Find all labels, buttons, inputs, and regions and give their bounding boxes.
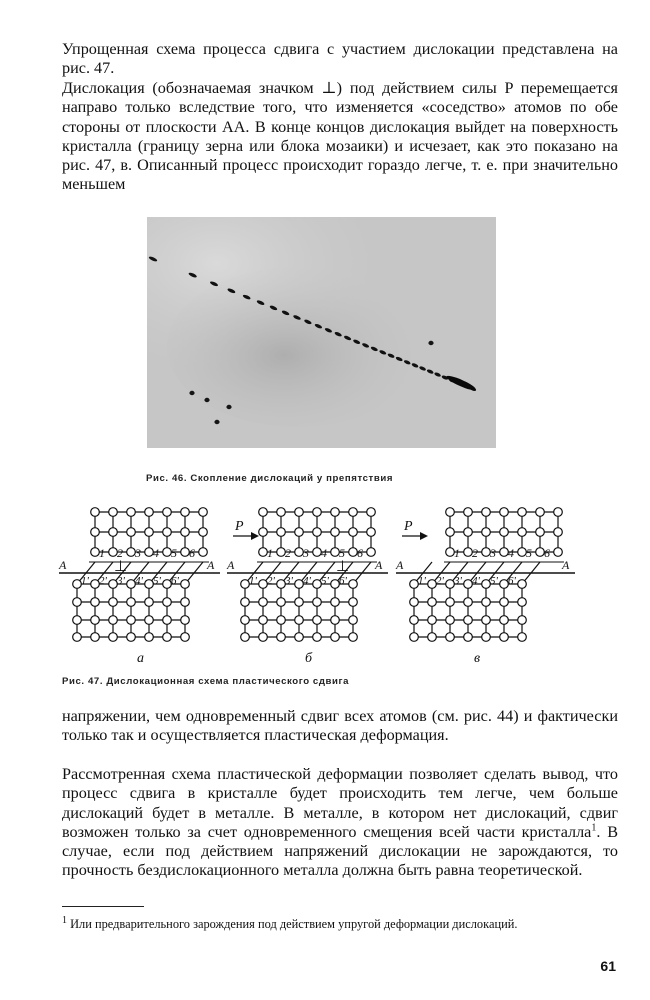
lattice-atom	[313, 528, 322, 537]
lattice-atom	[163, 580, 172, 589]
paragraph-conclusion	[62, 765, 618, 881]
lattice-atom	[181, 508, 190, 517]
lattice-atom	[259, 580, 268, 589]
dislocation-symbol: ⊥	[114, 559, 128, 575]
lattice-atom	[277, 633, 286, 642]
lattice-atom	[446, 508, 455, 517]
atom-label-bottom: 1'	[418, 575, 426, 587]
lattice-atom	[518, 508, 527, 517]
lattice-atom	[446, 580, 455, 589]
lattice-atom	[464, 548, 473, 557]
lattice-atom	[109, 508, 118, 517]
lattice-atom	[127, 633, 136, 642]
lattice-atom	[410, 616, 419, 625]
lattice-atom	[259, 548, 268, 557]
lattice-atom	[181, 548, 190, 557]
atom-label-top: 1	[267, 546, 273, 560]
atom-label-bottom: 1'	[81, 575, 89, 587]
lattice-atom	[410, 633, 419, 642]
lattice-atom	[199, 548, 208, 557]
force-arrow	[420, 532, 428, 540]
lattice-atom	[127, 598, 136, 607]
force-label: P	[404, 519, 413, 534]
atom-label-top: 6	[357, 546, 363, 560]
lattice-atom	[181, 528, 190, 537]
lattice-atom	[313, 633, 322, 642]
lattice-atom	[446, 528, 455, 537]
lattice-atom	[446, 548, 455, 557]
atom-label-top: 1	[99, 546, 105, 560]
lattice-atom	[109, 548, 118, 557]
lattice-atom	[313, 548, 322, 557]
atom-label-bottom: 1'	[249, 575, 257, 587]
lattice-atom	[464, 633, 473, 642]
lattice-atom	[259, 528, 268, 537]
lattice-atom	[500, 598, 509, 607]
lattice-atom	[259, 508, 268, 517]
lattice-atom	[464, 616, 473, 625]
lattice-atom	[500, 508, 509, 517]
figure-47-caption: Рис. 47. Дислокационная схема пластического сдвига	[62, 676, 350, 687]
lattice-atom	[428, 616, 437, 625]
footnote-text: Или предварительного зарождения под действием упругой деформации дислокаций.	[67, 917, 518, 931]
paragraph-intro: Упрощенная схема процесса сдвига с участием дислокации представлена на рис. 47.	[62, 40, 618, 78]
lattice-atom	[482, 548, 491, 557]
lattice-atom	[259, 633, 268, 642]
lattice-atom	[109, 580, 118, 589]
lattice-atom	[349, 616, 358, 625]
lattice-atom	[331, 528, 340, 537]
lattice-atom	[428, 598, 437, 607]
lattice-atom	[536, 548, 545, 557]
lattice-atom	[482, 616, 491, 625]
lattice-atom	[127, 580, 136, 589]
lattice-atom	[331, 633, 340, 642]
plane-label: A	[227, 558, 235, 572]
atom-label-bottom: 6'	[508, 575, 516, 587]
panel-label: в	[474, 651, 481, 666]
footnote	[62, 914, 618, 932]
lattice-atom	[277, 616, 286, 625]
atom-label-top: 5	[339, 546, 345, 560]
figure-46-photo	[147, 217, 496, 448]
atom-label-bottom: 5'	[321, 575, 329, 587]
lattice-atom	[500, 580, 509, 589]
lattice-atom	[181, 598, 190, 607]
lattice-atom	[349, 633, 358, 642]
atom-label-bottom: 5'	[153, 575, 161, 587]
lattice-atom	[145, 548, 154, 557]
lattice-atom	[295, 580, 304, 589]
atom-label-top: 5	[526, 546, 532, 560]
lattice-atom	[145, 528, 154, 537]
panel-label: а	[137, 651, 144, 666]
atom-label-top: 3	[135, 546, 141, 560]
lattice-atom	[464, 508, 473, 517]
figure-47-diagram	[0, 500, 650, 670]
atom-label-top: 4	[153, 546, 159, 560]
lattice-atom	[145, 508, 154, 517]
atom-label-bottom: 3'	[117, 575, 125, 587]
atom-label-bottom: 5'	[490, 575, 498, 587]
plane-label: A	[207, 558, 215, 572]
lattice-atom	[446, 616, 455, 625]
lattice-atom	[428, 580, 437, 589]
lattice-atom	[73, 616, 82, 625]
lattice-atom	[295, 548, 304, 557]
lattice-atom	[554, 528, 563, 537]
footnote-mark: 1	[62, 914, 67, 926]
lattice-atom	[367, 548, 376, 557]
lattice-atom	[464, 580, 473, 589]
lattice-atom	[73, 633, 82, 642]
lattice-atom	[536, 528, 545, 537]
lattice-atom	[241, 616, 250, 625]
lattice-atom	[313, 508, 322, 517]
lattice-atom	[127, 528, 136, 537]
lattice-atom	[91, 528, 100, 537]
lattice-atom	[145, 598, 154, 607]
lattice-atom	[500, 528, 509, 537]
page-number: 61	[600, 958, 616, 974]
lattice-atom	[109, 528, 118, 537]
atom-label-bottom: 6'	[339, 575, 347, 587]
plane-label: A	[375, 558, 383, 572]
etch-pit	[204, 398, 209, 402]
atom-label-bottom: 6'	[171, 575, 179, 587]
lattice-atom	[331, 598, 340, 607]
lattice-atom	[295, 598, 304, 607]
lattice-atom	[464, 528, 473, 537]
etch-pit	[428, 341, 433, 345]
lattice-atom	[482, 580, 491, 589]
plane-label: A	[562, 558, 570, 572]
lattice-atom	[259, 598, 268, 607]
force-arrow	[251, 532, 259, 540]
lattice-atom	[241, 633, 250, 642]
dislocation-pileup-image	[147, 217, 496, 448]
atom-label-bottom: 3'	[454, 575, 462, 587]
lattice-atom	[91, 580, 100, 589]
etch-pit	[189, 391, 194, 395]
footnote-divider	[62, 906, 144, 907]
lattice-atom	[349, 548, 358, 557]
atom-label-bottom: 4'	[472, 575, 480, 587]
footnote-reference[interactable]: 1	[591, 822, 597, 834]
atom-label-top: 2	[117, 546, 123, 560]
atom-label-bottom: 2'	[267, 575, 275, 587]
lattice-atom	[518, 598, 527, 607]
lattice-atom	[367, 508, 376, 517]
lattice-atom	[163, 598, 172, 607]
atom-label-top: 5	[171, 546, 177, 560]
lattice-atom	[127, 616, 136, 625]
lattice-atom	[91, 548, 100, 557]
lattice-atom	[109, 616, 118, 625]
figure-46-caption: Рис. 46. Скопление дислокаций у препятствия	[146, 473, 394, 484]
lattice-atom	[145, 633, 154, 642]
lattice-atom	[349, 580, 358, 589]
lattice-atom	[295, 508, 304, 517]
lattice-atom	[163, 508, 172, 517]
lattice-atom	[91, 616, 100, 625]
plane-label: A	[396, 558, 404, 572]
lattice-atom	[91, 633, 100, 642]
lattice-atom	[331, 616, 340, 625]
lattice-atom	[295, 633, 304, 642]
lattice-atom	[446, 598, 455, 607]
lattice-atom	[500, 548, 509, 557]
lattice-atom	[295, 528, 304, 537]
atom-label-top: 2	[285, 546, 291, 560]
lattice-atom	[199, 508, 208, 517]
lattice-atom	[536, 508, 545, 517]
lattice-atom	[277, 548, 286, 557]
paragraph-dislocation-motion: Дислокация (обозначаемая значком ⊥) под действием силы P перемещается направо только вследствие того, что изменяется «соседство» атомов по обе стороны от плоскости AA. В конце концов дислокация выйдет на поверхность кристалла (границу зерна или блока мозаики) и исчезает, как это показано на рис. 47, в. Описанный процесс происходит гораздо легче, т. е. при значительно меньшем	[62, 79, 618, 194]
lattice-atom	[145, 580, 154, 589]
lattice-atom	[163, 548, 172, 557]
atom-label-bottom: 3'	[285, 575, 293, 587]
atom-label-top: 4	[321, 546, 327, 560]
lattice-atom	[482, 508, 491, 517]
atom-label-bottom: 4'	[303, 575, 311, 587]
lattice-atom	[109, 633, 118, 642]
paragraph-stress: напряжении, чем одновременный сдвиг всех атомов (см. рис. 44) и фактически только так и осуществляется пластическая деформация.	[62, 707, 618, 745]
lattice-atom	[163, 633, 172, 642]
lattice-atom	[277, 508, 286, 517]
atom-label-top: 6	[544, 546, 550, 560]
lattice-atom	[331, 580, 340, 589]
lattice-atom	[73, 580, 82, 589]
etch-pit	[226, 405, 231, 409]
lattice-atom	[482, 528, 491, 537]
lattice-atom	[518, 616, 527, 625]
atom-label-bottom: 4'	[135, 575, 143, 587]
lattice-atom	[410, 580, 419, 589]
lattice-atom	[464, 598, 473, 607]
lattice-atom	[428, 633, 437, 642]
lattice-atom	[145, 616, 154, 625]
lattice-atom	[241, 598, 250, 607]
lattice-atom	[313, 616, 322, 625]
atom-label-bottom: 2'	[99, 575, 107, 587]
lattice-atom	[518, 528, 527, 537]
conclusion-tail: . В случае, если под действием напряжений дислокации не зарождаются, то прочность бездислокационного металла должна быть равна теоретической.	[62, 822, 618, 880]
etch-pit	[214, 420, 219, 424]
atom-label-top: 6	[189, 546, 195, 560]
lattice-atom	[331, 548, 340, 557]
lattice-atom	[482, 598, 491, 607]
atom-label-top: 1	[454, 546, 460, 560]
lattice-atom	[277, 528, 286, 537]
lattice-atom	[277, 580, 286, 589]
atom-label-top: 3	[490, 546, 496, 560]
lattice-atom	[109, 598, 118, 607]
lattice-atom	[91, 508, 100, 517]
lattice-atom	[500, 633, 509, 642]
lattice-atom	[295, 616, 304, 625]
lattice-atom	[482, 633, 491, 642]
lattice-atom	[313, 598, 322, 607]
lattice-atom	[500, 616, 509, 625]
conclusion-text: Рассмотренная схема пластической деформации позволяет сделать вывод, что процесс сдвига в кристалле будет происходить тем легче, чем больше дислокаций будет в металле. В металле, в котором нет дислокаций, сдвиг возможен только за счет одновременного смещения всей части кристалла	[62, 765, 618, 841]
lattice-atom	[181, 616, 190, 625]
lattice-atom	[73, 598, 82, 607]
lattice-atom	[127, 508, 136, 517]
lattice-atom	[518, 633, 527, 642]
force-label: P	[235, 519, 244, 534]
lattice-atom	[277, 598, 286, 607]
atom-label-bottom: 2'	[436, 575, 444, 587]
lattice-atom	[446, 633, 455, 642]
plane-label: A	[59, 558, 67, 572]
lattice-atom	[127, 548, 136, 557]
lattice-atom	[163, 616, 172, 625]
lattice-atom	[554, 548, 563, 557]
lattice-atom	[349, 528, 358, 537]
atom-label-top: 3	[303, 546, 309, 560]
lattice-atom	[331, 508, 340, 517]
dislocation-symbol: ⊥	[336, 559, 350, 575]
lattice-atom	[554, 508, 563, 517]
lattice-atom	[181, 633, 190, 642]
atom-label-top: 4	[508, 546, 514, 560]
lattice-atom	[367, 528, 376, 537]
panel-label: б	[305, 651, 313, 666]
lattice-atom	[410, 598, 419, 607]
lattice-atom	[259, 616, 268, 625]
atom-label-top: 2	[472, 546, 478, 560]
lattice-atom	[349, 508, 358, 517]
lattice-atom	[518, 548, 527, 557]
lattice-atom	[199, 528, 208, 537]
lattice-atom	[181, 580, 190, 589]
lattice-atom	[91, 598, 100, 607]
lattice-atom	[313, 580, 322, 589]
lattice-atom	[163, 528, 172, 537]
lattice-atom	[518, 580, 527, 589]
lattice-atom	[349, 598, 358, 607]
lattice-atom	[241, 580, 250, 589]
